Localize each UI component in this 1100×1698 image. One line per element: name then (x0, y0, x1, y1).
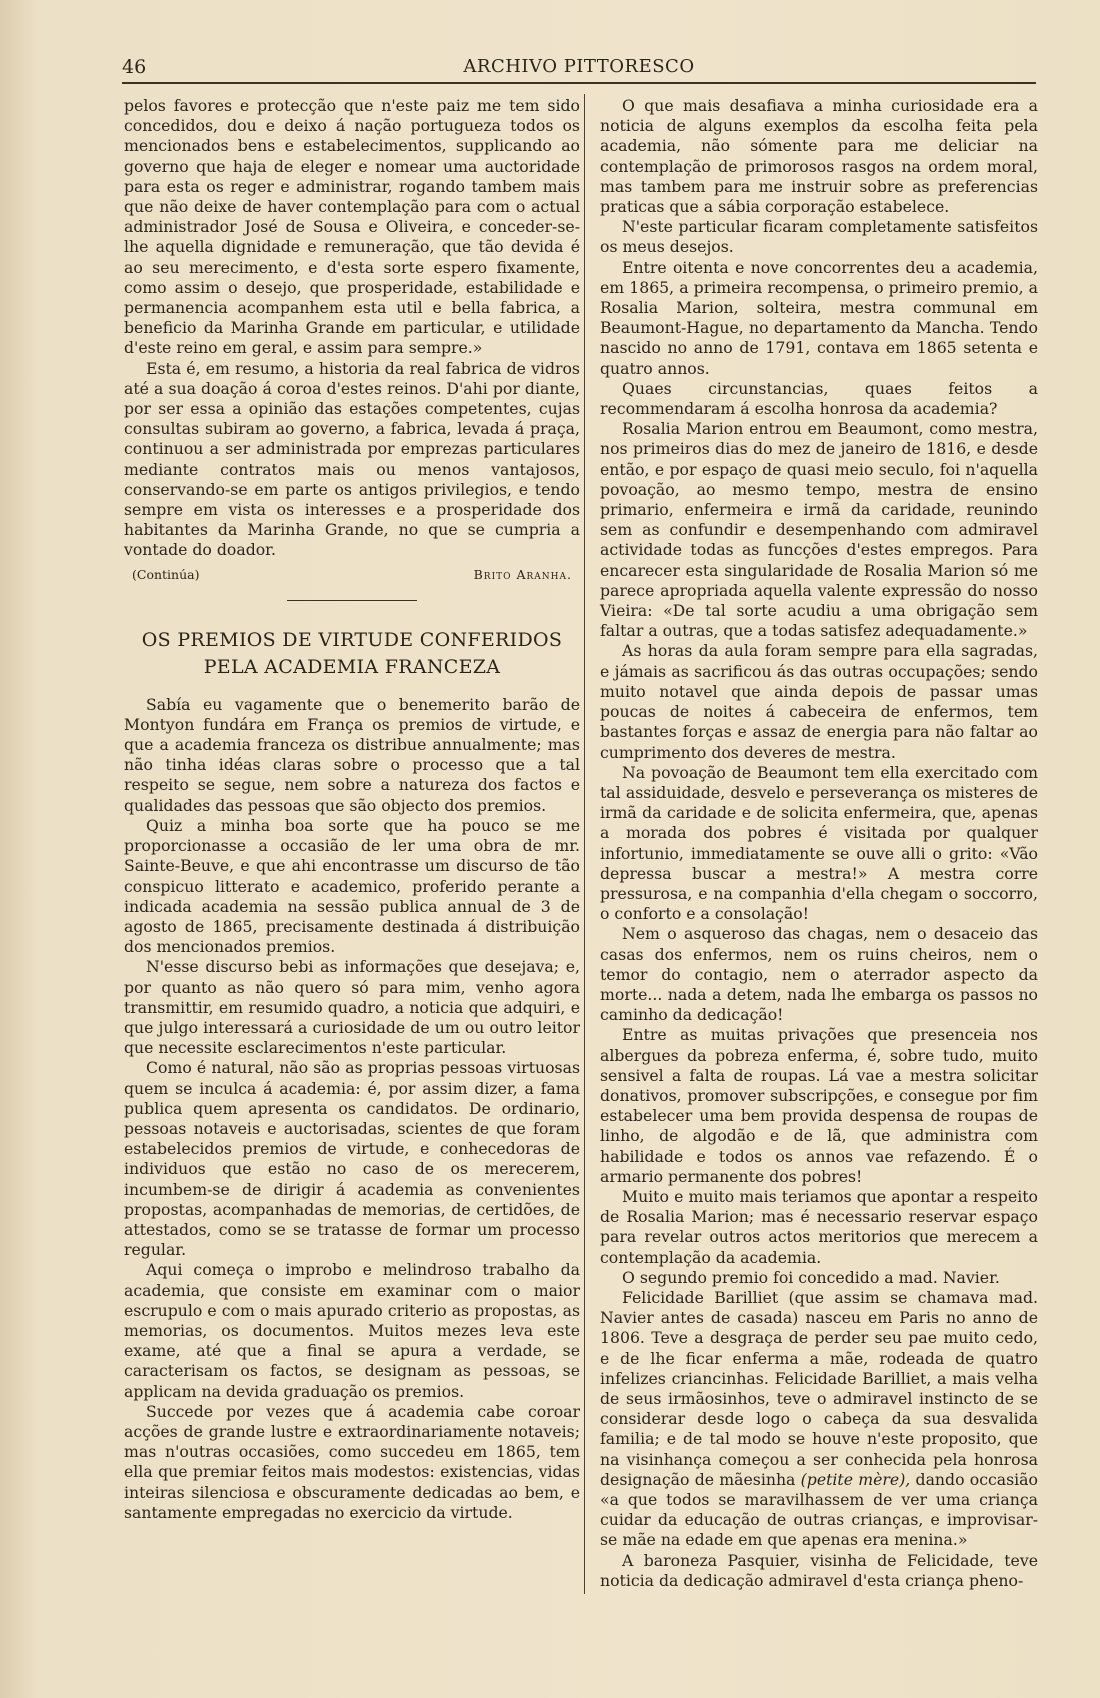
header-rule (122, 82, 1036, 84)
page-header (122, 50, 1036, 84)
article-title-line: OS PREMIOS DE VIRTUDE CONFERIDOS (141, 628, 563, 651)
paragraph: Esta é, em resumo, a historia da real fabrica de vidros até a sua doação á coroa d'estes reinos. D'ahi por diante, por ser essa a opinião das estações competentes, cujas consultas subiram ao governo, a fabrica, levada á praça, continuou a ser administrada por emprezas particulares mediante contratos mais ou menos vantajosos, conservando-se em parte os antigos privilegios, e tendo sempre em vista os interesses e a prosperidade dos habitantes da Marinha Grande, no que se cumpria a vontade do doador. (124, 358, 580, 560)
page-number: 46 (122, 56, 147, 78)
article-title (124, 627, 580, 681)
left-column (124, 96, 580, 1523)
paragraph: Entre as muitas privações que presenceia nos albergues da pobreza enferma, é, sobre tudo, muito sensivel a falta de roupas. Lá vae a mestra solicitar donativos, promover subscripções, e consegue por fim estabelecer uma bem provida despensa de roupas de linho, de algodão e de lã, que administra com habilidade e todos os annos vae refazendo. É o armario permanente dos pobres! (600, 1025, 1038, 1186)
paragraph: Quiz a minha boa sorte que ha pouco se me proporcionasse a occasião de ler uma obra de mr. Sainte-Beuve, e que ahi encontrasse um discurso de tão conspicuo litterato e academico, proferido perante a indicada academia na sessão publica annual de 3 de agosto de 1865, precisamente destinada á distribuição dos mencionados premios. (124, 815, 580, 957)
paragraph: pelos favores e protecção que n'este paiz me tem sido concedidos, dou e deixo á nação portugueza todos os mencionados bens e estabelecimentos, supplicando ao governo que haja de eleger e nomear uma auctoridade para esta os reger e administrar, rogando tambem mais que não deixe de haver contemplação para com o actual administrador José de Sousa e Oliveira, e conceder-se-lhe aquella dignidade e remuneração, que tão devida é ao seu merecimento, e d'esta sorte espero fixamente, como assim o desejo, que prosperidade, estabilidade e permanencia acompanhem esta util e bella fabrica, a beneficio da Marinha Grande em particular, e utilidade d'este reino em geral, e assim para sempre.» (124, 96, 580, 358)
column-divider (584, 94, 585, 1594)
paragraph: Muito e muito mais teriamos que apontar a respeito de Rosalia Marion; mas é necessario reservar espaço para revelar outros actos meritorios que merecem a contemplação da academia. (600, 1186, 1038, 1267)
paragraph: N'esse discurso bebi as informações que desejava; e, por quanto as não quero só para mim, venho agora transmittir, em resumido quadro, a noticia que adquiri, e que julgo interessará a curiosidade de um ou outro leitor que necessite esclarecimentos n'este particular. (124, 957, 580, 1058)
text-run: dando occasião «a que todos se maravilhassem de ver uma criança cuidar da educação de outras crianças, e improvisar-se mãe na edade em que apenas era menina.» (600, 1469, 1038, 1550)
paragraph: Quaes circunstancias, quaes feitos a recommendaram á escolha honrosa da academia? (600, 378, 1038, 419)
paragraph (600, 1288, 1038, 1551)
paragraph: Na povoação de Beaumont tem ella exercitado com tal assiduidade, desvelo e perseverança os misteres de irmã da caridade e de solicita enfermeira, que, apenas a morada dos pobres é visitada por qualquer infortunio, immediatamente se ouve alli o grito: «Vão depressa buscar a mestra!» A mestra corre pressurosa, e na companhia d'ella chegam o soccorro, o conforto e a consolação! (600, 762, 1038, 924)
paragraph: O que mais desafiava a minha curiosidade era a noticia de alguns exemplos da escolha feita pela academia, não sómente para me deliciar na contemplação de primorosos rasgos na ordem moral, mas tambem para me instruir sobre as preferencias praticas que a sábia corporação estabelece. (600, 96, 1038, 217)
article-title-line: PELA ACADEMIA FRANCEZA (203, 655, 501, 678)
paragraph: Nem o asqueroso das chagas, nem o desaceio das casas dos enfermos, nem os ruins cheiros, nem o temor do contagio, nem o aterrador aspecto da morte... nada a detem, nada lhe embarga os passos no caminho da dedicação! (600, 924, 1038, 1025)
right-column (600, 96, 1038, 1591)
paragraph: Como é natural, não são as proprias pessoas virtuosas quem se inculca á academia: é, por assim dizer, a fama publica quem apresenta os candidatos. De ordinario, pessoas notaveis e auctorisadas, scientes de que foram estabelecidos premios de virtude, e conhecedoras de individuos que estão no caso de os merecerem, incumbem-se de dirigir á academia as convenientes propostas, acompanhadas de memorias, de certidões, de attestados, como se se tratasse de formar um processo regular. (124, 1058, 580, 1260)
journal-title: ARCHIVO PITTORESCO (463, 56, 695, 77)
paragraph: Sabía eu vagamente que o benemerito barão de Montyon fundára em França os premios de virtude, e que a academia franceza os distribue annualmente; mas não tinha idéas claras sobre o processo que a tal respeito se segue, nem sobre a natureza dos factos e qualidades das pessoas que são objecto dos premios. (124, 694, 580, 815)
paragraph: As horas da aula foram sempre para ella sagradas, e jámais as sacrificou ás das outras occupações; sendo muito notavel que ainda depois de passar umas poucas de noites á cabeceira de enfermos, tem bastantes forças e assaz de energia para não faltar ao cumprimento dos deveres de mestra. (600, 641, 1038, 762)
paragraph: Succede por vezes que á academia cabe coroar acções de grande lustre e extraordinariamente notaveis; mas n'outras occasiões, como succedeu em 1865, tem ella que premiar feitos mais modestos: existencias, vidas inteiras silenciosa e obscuramente dedicadas ao bem, e santamente empregadas no exercicio da virtude. (124, 1401, 580, 1522)
paragraph: Entre oitenta e nove concorrentes deu a academia, em 1865, a primeira recompensa, o primeiro premio, a Rosalia Marion, solteira, mestra communal em Beaumont-Hague, no departamento da Mancha. Tendo nascido no anno de 1791, contava em 1865 setenta e quatro annos. (600, 257, 1038, 378)
byline (124, 567, 580, 582)
paragraph: O segundo premio foi concedido a mad. Navier. (622, 1267, 1000, 1287)
text-run: Felicidade Barilliet (que assim se chamava mad. Navier antes de casada) nasceu em Paris no anno de 1806. Teve a desgraça de perder seu pae muito cedo, e de lhe ficar enferma a mãe, rodeada de quatro infelizes criancinhas. Felicidade Barilliet, a mais velha de seus irmãosinhos, teve o admiravel instincto de se considerar desde logo o cabeça da sua desvalida familia; e de tal modo se houve n'este proposito, que na visinhança começou a ser conhecida pela honrosa designação de mãesinha (600, 1287, 1038, 1489)
section-divider (287, 600, 417, 601)
italic-phrase: (petite mère), (800, 1469, 911, 1489)
paragraph: Aqui começa o improbo e melindroso trabalho da academia, que consiste em examinar com o maior escrupulo e com o mais apurado criterio as propostas, as memorias, os documentos. Muitos mezes leva este exame, até que a final se apura a verdade, se caracterisam os factos, se designam as pessoas, se applicam na devida graduação os premios. (124, 1260, 580, 1401)
continued-note: (Continúa) (132, 566, 200, 582)
paragraph: A baroneza Pasquier, visinha de Felicidade, teve noticia da dedicação admiravel d'esta criança pheno- (600, 1550, 1038, 1590)
author-signature: Brito Aranha. (473, 566, 572, 582)
paragraph: N'este particular ficaram completamente satisfeitos os meus desejos. (600, 217, 1038, 257)
paragraph: Rosalia Marion entrou em Beaumont, como mestra, nos primeiros dias do mez de janeiro de 1816, e desde então, e por espaço de quasi meio seculo, foi n'aquella povoação, ao mesmo tempo, mestra de ensino primario, enfermeira e irmã da caridade, reunindo sem as confundir e desempenhando com admiravel actividade todas as funcções d'estes empregos. Para encarecer esta singularidade de Rosalia Marion só me parece apropriada aquella valente expressão do nosso Vieira: «De tal sorte acudiu a uma obrigação sem faltar a outras, que a todas satisfez adequadamente.» (600, 419, 1038, 641)
